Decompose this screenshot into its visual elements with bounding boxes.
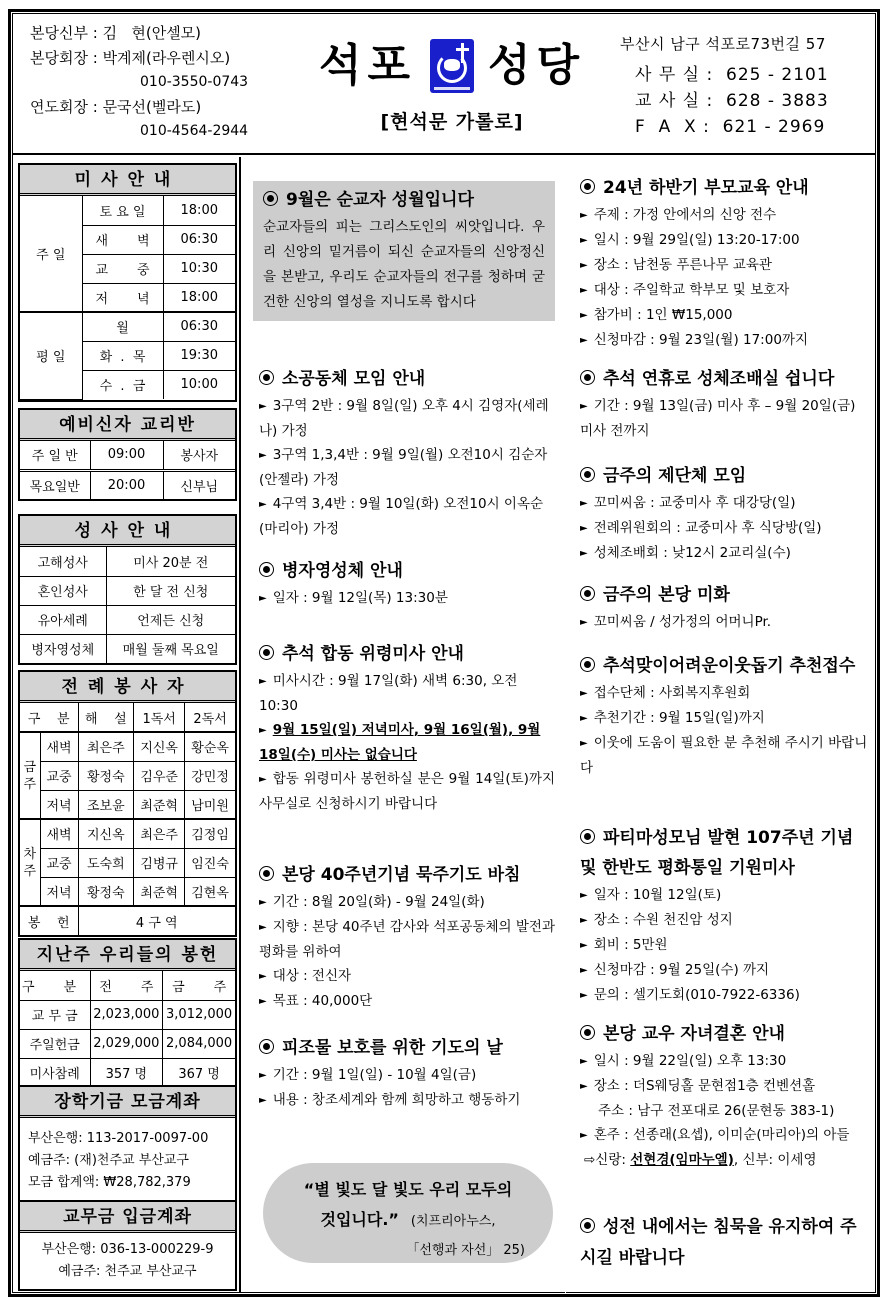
- quote-source: 「선행과 자선」 25): [406, 1243, 525, 1258]
- scholarship-account-details: 부산은행: 113-2017-0097-00 예금주: (재)천주교 부산교구 모금 합계액: ₩28,782,379: [20, 1118, 235, 1204]
- arrow-icon: ►: [580, 688, 588, 699]
- arrow-icon: ►: [580, 498, 588, 509]
- catechumen-title: 예비신자 교리반: [20, 410, 235, 441]
- cleaning-duty-section: 금주의 본당 미화 ► 꼬미씨움 / 성가정의 어머니Pr.: [580, 585, 772, 630]
- arrow-icon: ►: [580, 990, 588, 1001]
- martyrs-month-notice: 9월은 순교자 성월입니다 순교자들의 피는 그리스도인의 씨앗입니다. 우리 신앙의 밑거름이 되신 순교자들의 신앙정신을 본받고, 우리도 순교자들의 전구를 청하며 굳건한 신앙의 열성을 지니도록 합시다: [253, 181, 555, 321]
- bullet-icon: [580, 586, 595, 601]
- arrow-icon: ►: [580, 915, 588, 926]
- arrow-icon: ►: [580, 738, 588, 749]
- arrow-icon: ►: [259, 1095, 267, 1106]
- fax-number: F A X : 621 - 2969: [635, 117, 826, 137]
- bullet-icon: [259, 370, 274, 385]
- arrow-icon: ►: [580, 940, 588, 951]
- arrow-icon: ►: [580, 1081, 588, 1092]
- bullet-icon: [259, 866, 274, 881]
- pastor-row: 본당신부 : 김 현(안셀모): [30, 24, 202, 42]
- quote-bubble: “별 빛도 달 빛도 우리 모두의 것입니다.” (치프리아누스, 「선행과 자선」 25): [263, 1163, 553, 1263]
- arrow-icon: ►: [580, 713, 588, 724]
- bullet-icon: [259, 645, 274, 660]
- mass-schedule-box: [18, 163, 237, 402]
- arrow-icon: ►: [580, 617, 588, 628]
- silence-notice-section: 성전 내에서는 침묵을 유지하여 주시길 바랍니다: [580, 1217, 857, 1268]
- parent-education-section: 24년 하반기 부모교육 안내 ► 주제 : 가정 안에서의 신앙 전수 ► 일시 : 9월 29일(일) 13:20-17:00 ► 장소 : 남천동 푸른나무 교육관 ► 대상 : 주일학교 학부모 및 보호자 ► 참가비 : 1인 ₩15,000 ► 신청마감 : 9월 23일(월) 17:00까지: [580, 178, 809, 348]
- title-right: 성당: [488, 40, 586, 91]
- sacraments-table: 고해성사 미사 20분 전 혼인성사 한 달 전 신청 유아세례 언제든 신청 병자영성체 매월 둘째 목요일: [20, 547, 235, 663]
- arrow-icon: ►: [580, 260, 588, 271]
- left-sidebar: [12, 157, 241, 1293]
- arrow-icon: ►: [259, 725, 267, 736]
- arrow-icon: ►: [259, 996, 267, 1007]
- church-title: [312, 39, 592, 93]
- arrow-icon: ►: [580, 310, 588, 321]
- dues-title: 교무금 입금계좌: [20, 1202, 235, 1233]
- contact-info: [620, 33, 829, 140]
- scholarship-total: 모금 합계액: ₩28,782,379: [28, 1175, 191, 1190]
- weekday-label: 평 일: [20, 312, 82, 399]
- arrow-icon: ►: [259, 1070, 267, 1081]
- sacraments-title: 성사안내: [20, 516, 235, 547]
- arrow-icon: ►: [580, 1130, 588, 1141]
- pastor-name: 김 현(안셀모): [102, 24, 202, 42]
- mass-schedule-table: 주 일 토 요 일 18:00 새 벽 06:30 교 중 10:30 저 녁 18:00 평 일 월 06:30 화 . 목 19:30 수 . 금 10:00: [20, 196, 235, 400]
- bullet-icon: [259, 562, 274, 577]
- elder-president-row: 연도회장 : 문국선(벨라도): [30, 97, 202, 116]
- council-president-phone: 010-3550-0743: [140, 74, 249, 90]
- arrow-icon: ►: [259, 499, 267, 510]
- scholarship-account-box: [18, 1085, 237, 1206]
- middle-column: [243, 157, 565, 1293]
- dues-account-details: 부산은행: 036-13-000229-9 예금주: 천주교 부산교구: [41, 1242, 214, 1279]
- teacher-room-phone: 교 사 실 : 628 - 3883: [635, 91, 829, 111]
- sunday-label: 주 일: [20, 196, 82, 312]
- arrow-icon: ►: [259, 971, 267, 982]
- dues-account-box: [18, 1200, 237, 1291]
- bullet-icon: [580, 657, 595, 672]
- staff-info: [30, 21, 248, 144]
- memorial-mass-section: 추석 합동 위령미사 안내 ► 미사시간 : 9월 17일(화) 새벽 6:30, 오전 10:30 ► 9월 15일(일) 저녁미사, 9월 16일(월), 9월 18일(수) 미사는 없습니다 ► 합동 위령미사 봉헌하실 분은 9월 14일(토)까지 사무실로 신청하시기 바랍니다: [259, 644, 555, 812]
- wedding-notice-section: 본당 교우 자녀결혼 안내 ► 일시 : 9월 22일(일) 오후 13:30 ► 장소 : 더S웨딩홀 문현점1층 컨벤션홀 주소 : 남구 전포대로 26(문현동 383-1) ► 혼주 : 선종래(요셉), 이미순(마리아)의 아들 ⇨신랑: 선현경(임마누엘), 신부: 이세영: [580, 1024, 850, 1168]
- arrow-icon: ►: [580, 965, 588, 976]
- arrow-icon: ►: [580, 1056, 588, 1067]
- patron-saint: [현석문 가롤로]: [380, 111, 524, 133]
- scholarship-title: 장학기금 모금계좌: [20, 1087, 235, 1118]
- sick-communion-section: 병자영성체 안내 ► 일자 : 9월 12일(목) 13:30분: [259, 561, 448, 606]
- arrow-icon: ►: [259, 401, 267, 412]
- office-phone: 사 무 실 : 625 - 2101: [635, 65, 829, 85]
- offerings-title: 지난주 우리들의 봉헌: [20, 940, 235, 971]
- bulletin-header: [12, 13, 876, 155]
- arrow-icon: ►: [580, 890, 588, 901]
- group-meetings-section: 금주의 제단체 모임 ► 꼬미씨움 : 교중미사 후 대강당(일) ► 전례위원회의 : 교중미사 후 식당방(일) ► 성체조배회 : 낮12시 2교리실(수): [580, 466, 822, 561]
- arrow-icon: ►: [259, 593, 267, 604]
- arrow-icon: ►: [259, 450, 267, 461]
- bullet-icon: [580, 370, 595, 385]
- fatima-mass-section: 파티마성모님 발현 107주년 기념 및 한반도 평화통일 기원미사 ► 일자 : 10월 12일(토) ► 장소 : 수원 천진암 성지 ► 회비 : 5만원 ► 신청마감 : 9월 25일(수) 까지 ► 문의 : 셀기도회(010-7922-6336): [580, 828, 854, 1003]
- arrow-icon: ►: [580, 285, 588, 296]
- arrow-icon: ►: [259, 676, 267, 687]
- arrow-icon: ►: [580, 548, 588, 559]
- sacraments-box: [18, 514, 237, 665]
- next-week-label: 차주: [20, 819, 40, 906]
- arrow-icon: ►: [580, 335, 588, 346]
- offerings-table: 구 분 전 주 금 주 교 무 금 2,023,000 3,012,000 주일헌금 2,029,000 2,084,000 미사참례 357 명 367 명: [20, 971, 235, 1087]
- rosary-section: 본당 40주년기념 묵주기도 바침 ► 기간 : 8월 20일(화) - 9월 24일(화) ► 지향 : 본당 40주년 감사와 석포공동체의 발전과 평화를 위하여 ► 대상 : 전신자 ► 목표 : 40,000단: [259, 865, 555, 1009]
- council-president-name: 박계제(라우렌시오): [102, 48, 231, 67]
- church-address: 부산시 남구 석포로73번길 57: [620, 35, 826, 53]
- catechumen-table: 주 일 반 09:00 봉사자 목요일반 20:00 신부님: [20, 441, 235, 499]
- bullet-icon: [580, 179, 595, 194]
- bullet-icon: [580, 829, 595, 844]
- arrow-icon: ►: [580, 401, 588, 412]
- arrow-icon: ►: [580, 210, 588, 221]
- this-week-label: 금주: [20, 732, 40, 819]
- arrow-icon: ►: [580, 235, 588, 246]
- mass-schedule-title: 미사안내: [20, 165, 235, 196]
- adoration-closed-section: 추석 연휴로 성체조배실 쉽니다 ► 기간 : 9월 13일(금) 미사 후 – 9월 20일(금) 미사 전까지: [580, 369, 856, 439]
- mass-cancellation-notice: 9월 15일(일) 저녁미사, 9월 16일(월), 9월 18일(수) 미사는 없습니다: [259, 722, 541, 763]
- liturgy-servers-box: [18, 670, 237, 937]
- neighbor-help-section: 추석맞이어려운이웃돕기 추천접수 ► 접수단체 : 사회복지후원회 ► 추천기간 : 9월 15일(일)까지 ► 이웃에 도움이 필요한 분 추천해 주시기 바랍니다: [580, 656, 868, 776]
- church-title-block: [312, 39, 592, 134]
- arrow-icon: ►: [259, 897, 267, 908]
- bullet-icon: [580, 1218, 595, 1233]
- liturgy-servers-title: 전례봉사자: [20, 672, 235, 703]
- bullet-icon: [580, 467, 595, 482]
- offering-district: 4 구 역: [78, 906, 235, 935]
- creation-prayer-section: 피조물 보호를 위한 기도의 날 ► 기간 : 9월 1일(일) - 10월 4일(금) ► 내용 : 창조세계와 함께 희망하고 행동하기: [259, 1038, 521, 1108]
- catechumen-box: [18, 408, 237, 501]
- council-president-row: 본당회장 : 박계제(라우렌시오): [30, 48, 231, 67]
- church-logo-icon: [430, 39, 474, 93]
- elder-president-name: 문국선(벨라도): [102, 97, 202, 116]
- right-column: [565, 157, 876, 1293]
- groom-name: 선현경(임마누엘): [630, 1152, 734, 1168]
- arrow-icon: ►: [259, 774, 267, 785]
- bullet-icon: [263, 191, 278, 206]
- bullet-icon: [259, 1039, 274, 1054]
- title-left: 석포: [318, 40, 416, 91]
- small-community-section: 소공동체 모임 안내 ► 3구역 2반 : 9월 8일(일) 오후 4시 김영자(세레나) 가정 ► 3구역 1,3,4반 : 9월 9일(월) 오전10시 김순자(안젤라) 가정 ► 4구역 3,4반 : 9월 10일(화) 오전10시 이옥순(마리아) 가정: [259, 369, 549, 537]
- liturgy-servers-table: 구 분 해 설 1독서 2독서 금주 새벽 최은주 지신옥 황순옥 교중 황정숙 김우준 강민정 저녁 조보윤 최준혁 남미원 차주 새벽 지신옥 최은주 김정임 교중 도숙희 김병규 임진숙 저녁 황정숙 최준혁 김현옥 봉 헌 4 구 역: [20, 703, 235, 935]
- offerings-box: [18, 938, 237, 1089]
- bullet-icon: [580, 1025, 595, 1040]
- elder-president-phone: 010-4564-2944: [140, 123, 249, 139]
- arrow-icon: ►: [259, 922, 267, 933]
- arrow-icon: ►: [580, 523, 588, 534]
